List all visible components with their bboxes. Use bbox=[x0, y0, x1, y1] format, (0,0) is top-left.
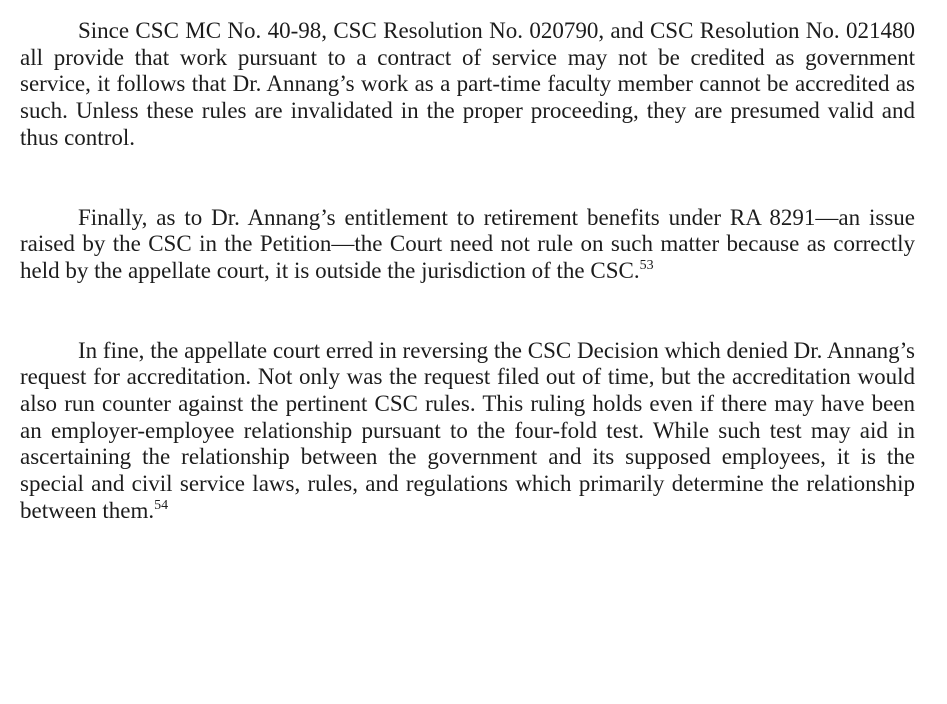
paragraph-retirement-benefits bbox=[20, 205, 915, 285]
footnote-ref-54[interactable]: 54 bbox=[154, 497, 169, 513]
paragraph-text: In fine, the appellate court erred in reversing the CSC Decision which denied Dr. Annang’s request for accreditation. Not only was the request filed out of time, but the accreditation would also run counter against the pertinent CSC rules. This ruling holds even if there may have been an employer-employee relationship pursuant to the four-fold test. While such test may aid in ascertaining the relationship between the government and its supposed employees, it is the special and civil service laws, rules, and regulations which primarily determine the relationship between them. bbox=[20, 337, 915, 523]
paragraph-text: Since CSC MC No. 40-98, CSC Resolution No. 020790, and CSC Resolution No. 021480 all provide that work pursuant to a contract of service may not be credited as government service, it follows that Dr. Annang’s work as a part-time faculty member cannot be accredited as such. Unless these rules are invalidated in the proper proceeding, they are presumed valid and thus control. bbox=[20, 18, 915, 150]
paragraph-conclusion bbox=[20, 338, 915, 525]
paragraph-text: Finally, as to Dr. Annang’s entitlement to retirement benefits under RA 8291—an issue raised by the CSC in the Petition—the Court need not rule on such matter because as correctly held by the appellate court, it is outside the jurisdiction of the CSC. bbox=[20, 204, 915, 283]
document-page bbox=[20, 18, 915, 525]
footnote-ref-53[interactable]: 53 bbox=[639, 257, 654, 273]
paragraph-contract-of-service bbox=[20, 18, 915, 152]
